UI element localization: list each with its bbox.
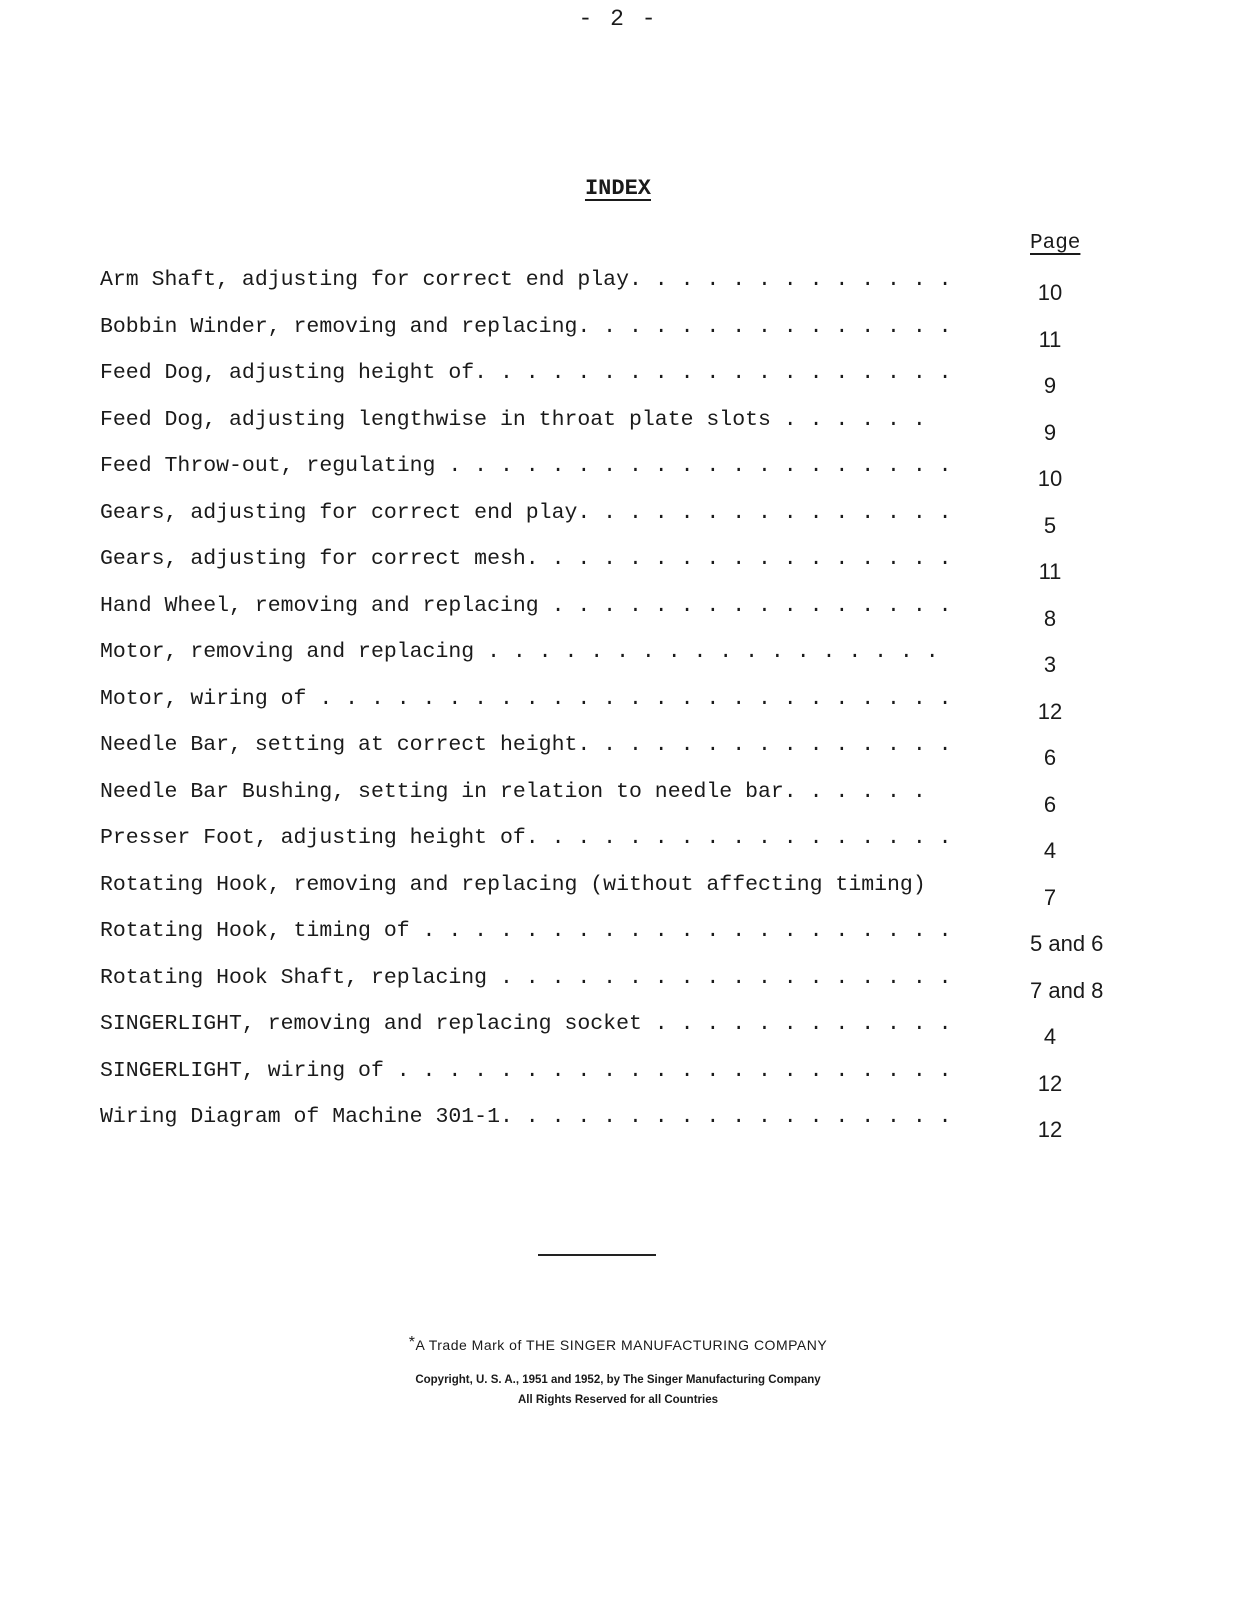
index-entry bbox=[100, 913, 1140, 960]
index-entry-title: Presser Foot, adjusting height of. . . . . . . . . . . . . . . . . bbox=[100, 826, 952, 850]
index-entry-title: Hand Wheel, removing and replacing . . . . . . . . . . . . . . . . bbox=[100, 593, 952, 618]
index-entry bbox=[100, 402, 1140, 449]
index-entry-page: 7 and 8 bbox=[1030, 977, 1104, 1003]
index-entry-page: 4 bbox=[1043, 1024, 1057, 1049]
index-entry bbox=[100, 588, 1140, 635]
index-entry bbox=[100, 867, 1140, 914]
index-entry-page: 12 bbox=[1037, 698, 1063, 724]
index-entry-title: Arm Shaft, adjusting for correct end play. . . . . . . . . . . . . bbox=[100, 268, 952, 292]
index-entry-page: 8 bbox=[1043, 605, 1057, 631]
index-entry-title: Rotating Hook Shaft, replacing . . . . . . . . . . . . . . . . . . bbox=[100, 965, 952, 990]
index-entry bbox=[100, 1099, 1140, 1146]
index-entry-page: 12 bbox=[1037, 1117, 1063, 1142]
index-entry bbox=[100, 634, 1140, 681]
index-entry bbox=[100, 681, 1140, 728]
index-entry-page: 10 bbox=[1037, 280, 1063, 305]
index-entry-page: 9 bbox=[1043, 373, 1057, 398]
index-entry bbox=[100, 495, 1140, 542]
index-heading bbox=[0, 176, 1236, 201]
index-entry-page: 10 bbox=[1037, 466, 1063, 491]
index-entry bbox=[100, 820, 1140, 867]
index-entry-title: SINGERLIGHT, removing and replacing socket . . . . . . . . . . . . bbox=[100, 1012, 952, 1036]
index-entry-title: Bobbin Winder, removing and replacing. . . . . . . . . . . . . . . bbox=[100, 314, 952, 339]
trademark-notice bbox=[0, 1334, 1236, 1353]
index-entry bbox=[100, 541, 1140, 588]
index-entry-page: 6 bbox=[1043, 791, 1057, 817]
index-entry bbox=[100, 1053, 1140, 1100]
index-entries bbox=[100, 262, 1140, 1146]
index-entry-title: Needle Bar Bushing, setting in relation to needle bar. . . . . . bbox=[100, 779, 926, 804]
index-entry-page: 6 bbox=[1043, 745, 1057, 770]
index-entry-title: Gears, adjusting for correct end play. . . . . . . . . . . . . . . bbox=[100, 500, 952, 525]
index-entry bbox=[100, 1006, 1140, 1053]
trademark-text: A Trade Mark of THE SINGER MANUFACTURING COMPANY bbox=[415, 1337, 828, 1353]
index-entry-title: Rotating Hook, timing of . . . . . . . . . . . . . . . . . . . . . bbox=[100, 919, 952, 943]
index-entry-page: 11 bbox=[1038, 559, 1062, 584]
trademark-asterisk: * bbox=[408, 1334, 416, 1351]
page-column-header: Page bbox=[1030, 232, 1081, 255]
index-entry-title: Motor, removing and replacing . . . . . . . . . . . . . . . . . . bbox=[100, 640, 939, 664]
index-entry-page: 11 bbox=[1038, 326, 1062, 352]
index-entry-page: 4 bbox=[1043, 838, 1057, 863]
copyright-line: Copyright, U. S. A., 1951 and 1952, by The Singer Manufacturing Company bbox=[415, 1374, 821, 1386]
divider-rule bbox=[538, 1254, 656, 1256]
index-entry bbox=[100, 960, 1140, 1007]
index-entry-title: Motor, wiring of . . . . . . . . . . . . . . . . . . . . . . . . . bbox=[100, 686, 952, 711]
index-entry-title: Rotating Hook, removing and replacing (without affecting timing) bbox=[100, 872, 926, 897]
index-entry-title: Wiring Diagram of Machine 301-1. . . . . . . . . . . . . . . . . . bbox=[100, 1105, 952, 1129]
index-entry-title: SINGERLIGHT, wiring of . . . . . . . . . . . . . . . . . . . . . . bbox=[100, 1058, 952, 1083]
index-entry-title: Gears, adjusting for correct mesh. . . . . . . . . . . . . . . . . bbox=[100, 547, 952, 571]
index-entry-page: 5 and 6 bbox=[1030, 931, 1104, 956]
index-entry-title: Feed Throw-out, regulating . . . . . . . . . . . . . . . . . . . . bbox=[100, 454, 952, 478]
index-entry bbox=[100, 262, 1140, 309]
index-entry-page: 9 bbox=[1043, 419, 1057, 445]
index-heading-text: INDEX bbox=[584, 176, 651, 201]
page-number: - 2 - bbox=[578, 6, 658, 32]
index-entry bbox=[100, 355, 1140, 402]
index-entry-page: 3 bbox=[1043, 652, 1057, 677]
index-entry-title: Feed Dog, adjusting lengthwise in throat plate slots . . . . . . bbox=[100, 407, 926, 432]
index-entry bbox=[100, 448, 1140, 495]
index-entry-page: 5 bbox=[1043, 512, 1057, 538]
rights-reserved-line: All Rights Reserved for all Countries bbox=[517, 1394, 718, 1406]
index-entry bbox=[100, 774, 1140, 821]
index-entry-title: Needle Bar, setting at correct height. . . . . . . . . . . . . . . bbox=[100, 733, 952, 757]
index-entry-title: Feed Dog, adjusting height of. . . . . . . . . . . . . . . . . . . bbox=[100, 361, 952, 385]
index-entry-page: 12 bbox=[1037, 1070, 1063, 1096]
index-entry-page: 7 bbox=[1043, 884, 1057, 910]
index-entry bbox=[100, 309, 1140, 356]
index-entry bbox=[100, 727, 1140, 774]
